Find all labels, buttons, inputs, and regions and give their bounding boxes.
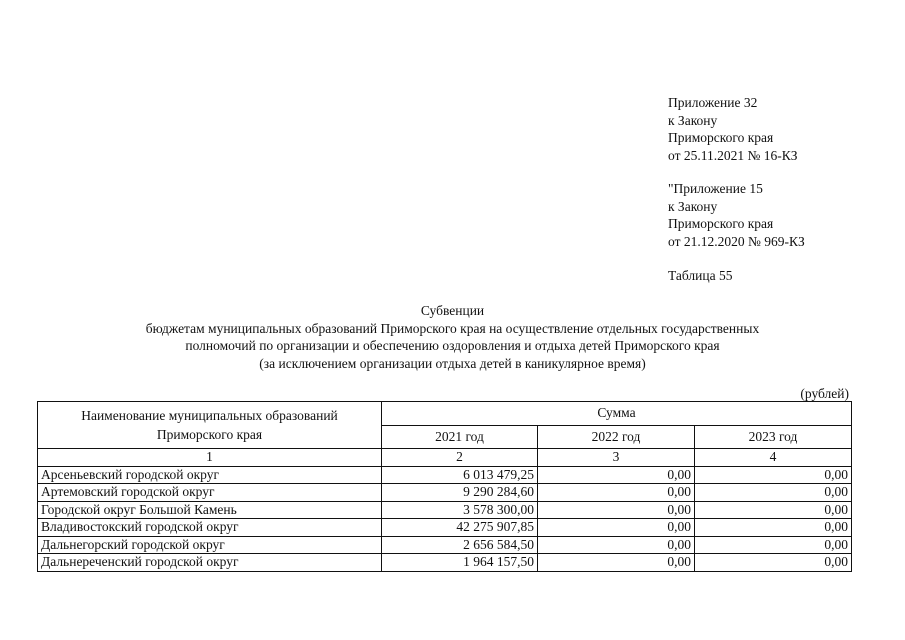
amount-2021: 3 578 300,00 bbox=[382, 501, 538, 519]
amount-2023: 0,00 bbox=[695, 536, 852, 554]
appendix-15-reference bbox=[668, 180, 805, 250]
amount-2023: 0,00 bbox=[695, 484, 852, 502]
amount-2022: 0,00 bbox=[538, 484, 695, 502]
column-number: 3 bbox=[538, 449, 695, 467]
name-column-header bbox=[38, 402, 382, 449]
appendix-line: к Закону bbox=[668, 198, 718, 214]
amount-2022: 0,00 bbox=[538, 536, 695, 554]
table-row bbox=[38, 519, 852, 537]
amount-2023: 0,00 bbox=[695, 519, 852, 537]
municipality-name: Городской округ Большой Камень bbox=[38, 501, 382, 519]
amount-2021: 9 290 284,60 bbox=[382, 484, 538, 502]
table-number-label: Таблица 55 bbox=[668, 268, 733, 283]
year-header-2021: 2021 год bbox=[382, 425, 538, 449]
column-number: 2 bbox=[382, 449, 538, 467]
table-row bbox=[38, 554, 852, 572]
appendix-line: Приморского края bbox=[668, 216, 774, 231]
appendix-line: Приложение 32 bbox=[668, 95, 758, 110]
table-row bbox=[38, 466, 852, 484]
amount-2022: 0,00 bbox=[538, 466, 695, 484]
amount-2021: 6 013 479,25 bbox=[382, 466, 538, 484]
column-number: 4 bbox=[695, 449, 852, 467]
column-number-row bbox=[38, 449, 852, 467]
municipality-name: Дальнереченский городской округ bbox=[38, 554, 382, 572]
document-heading bbox=[0, 302, 905, 372]
year-header-2023: 2023 год bbox=[695, 425, 852, 449]
municipality-name: Дальнегорский городской округ bbox=[38, 536, 382, 554]
amount-2023: 0,00 bbox=[695, 466, 852, 484]
amount-2022: 0,00 bbox=[538, 519, 695, 537]
table-row bbox=[38, 484, 852, 502]
table-row bbox=[38, 536, 852, 554]
heading-line: (за исключением организации отдыха детей в каникулярное время) bbox=[259, 355, 646, 371]
amount-2021: 1 964 157,50 bbox=[382, 554, 538, 572]
heading-line: полномочий по организации и обеспечению оздоровления и отдыха детей Приморского края bbox=[185, 338, 720, 353]
heading-title: Субвенции bbox=[420, 303, 485, 318]
amount-2023: 0,00 bbox=[695, 554, 852, 572]
appendix-line: "Приложение 15 bbox=[668, 181, 763, 196]
table-row bbox=[38, 501, 852, 519]
table-header-row bbox=[38, 402, 852, 426]
name-header-line: Наименование муниципальных образований bbox=[81, 408, 338, 423]
municipality-name: Артемовский городской округ bbox=[38, 484, 382, 502]
appendix-line: к Закону bbox=[668, 112, 718, 128]
unit-label: (рублей) bbox=[800, 386, 849, 401]
amount-2021: 42 275 907,85 bbox=[382, 519, 538, 537]
municipality-name: Арсеньевский городской округ bbox=[38, 466, 382, 484]
column-number: 1 bbox=[38, 449, 382, 467]
year-header-2022: 2022 год bbox=[538, 425, 695, 449]
heading-line: бюджетам муниципальных образований Приморского края на осуществление отдельных государственных bbox=[145, 320, 760, 336]
appendix-line: от 21.12.2020 № 969-КЗ bbox=[668, 233, 805, 249]
amount-2021: 2 656 584,50 bbox=[382, 536, 538, 554]
amount-2022: 0,00 bbox=[538, 501, 695, 519]
amount-2022: 0,00 bbox=[538, 554, 695, 572]
appendix-32-reference bbox=[668, 94, 798, 164]
appendix-line: Приморского края bbox=[668, 130, 774, 145]
name-header-line: Приморского края bbox=[156, 427, 263, 442]
amount-2023: 0,00 bbox=[695, 501, 852, 519]
municipality-name: Владивостокский городской округ bbox=[38, 519, 382, 537]
subventions-table bbox=[37, 401, 852, 572]
sum-column-header: Сумма bbox=[382, 402, 852, 426]
appendix-line: от 25.11.2021 № 16-КЗ bbox=[668, 147, 798, 163]
